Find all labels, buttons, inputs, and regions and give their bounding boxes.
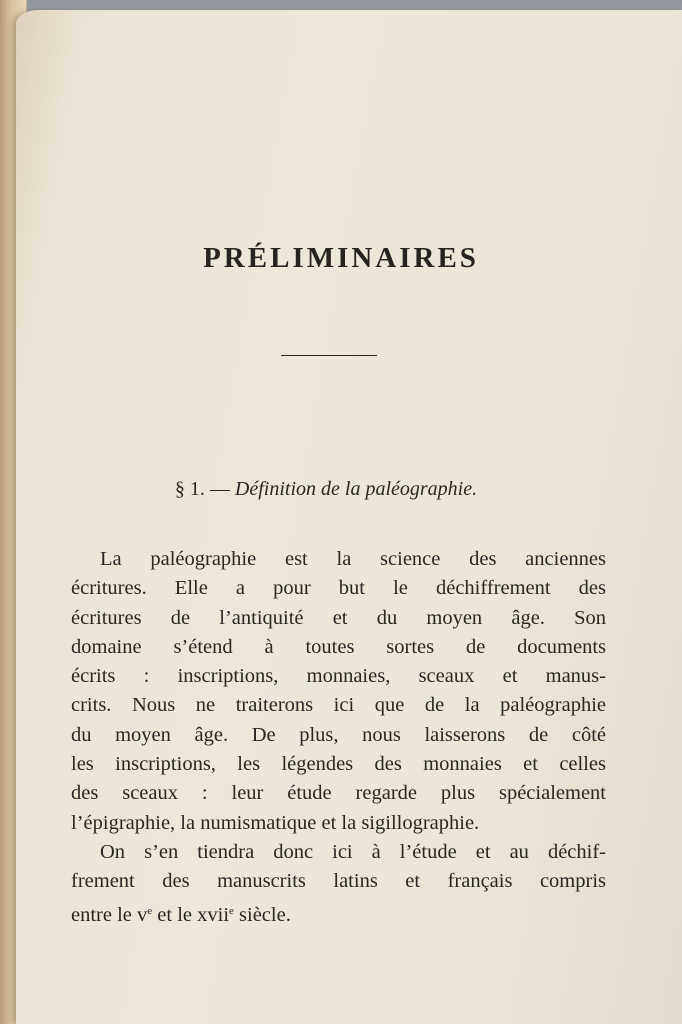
body-text bbox=[71, 545, 606, 930]
book-page bbox=[16, 10, 682, 1024]
text-line: du moyen âge. De plus, nous laisserons de côté bbox=[71, 723, 606, 746]
section-label: Définition de la paléographie. bbox=[234, 478, 478, 500]
text-line-final bbox=[71, 897, 606, 930]
text-line: écritures de l’antiquité et du moyen âge. Son bbox=[71, 606, 606, 629]
text-line: écritures. Elle a pour but le déchiffrement des bbox=[71, 577, 606, 600]
page-heading: PRÉLIMINAIRES bbox=[203, 242, 479, 274]
section-title bbox=[16, 478, 636, 501]
text-line: des sceaux : leur étude regarde plus spécialement bbox=[71, 782, 606, 805]
text-line: On s’en tiendra donc ici à l’étude et au déchif- bbox=[100, 840, 606, 863]
text-fragment: et le xvii bbox=[152, 903, 230, 926]
text-line: l’épigraphie, la numismatique et la sigillographie. bbox=[71, 811, 480, 834]
text-line: écrits : inscriptions, monnaies, sceaux et manus- bbox=[71, 665, 606, 688]
text-line: domaine s’étend à toutes sortes de documents bbox=[71, 635, 606, 658]
text-line: les inscriptions, les légendes des monnaies et celles bbox=[71, 753, 606, 776]
section-symbol: § bbox=[174, 478, 185, 500]
text-fragment: siècle. bbox=[233, 903, 291, 926]
superscript: e bbox=[229, 904, 234, 917]
heading-divider bbox=[281, 355, 377, 356]
text-line: La paléographie est la science des anciennes bbox=[100, 548, 606, 570]
text-fragment: entre le v bbox=[71, 903, 148, 926]
section-number: 1. — bbox=[189, 478, 230, 500]
text-line: crits. Nous ne traiterons ici que de la paléographie bbox=[71, 694, 606, 717]
text-line: frement des manuscrits latins et français compris bbox=[71, 870, 606, 893]
superscript: e bbox=[147, 904, 153, 917]
